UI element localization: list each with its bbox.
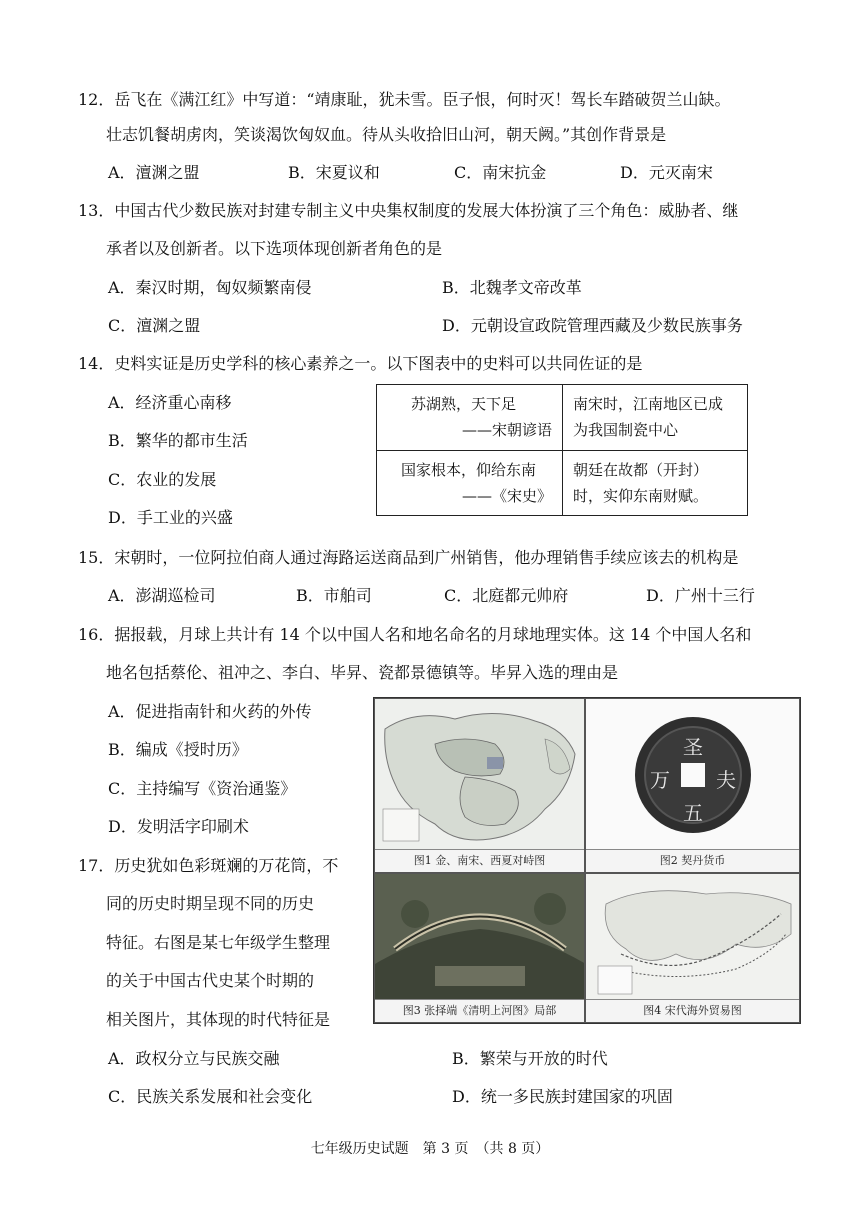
q12-option-a: A．澶渊之盟 bbox=[108, 163, 200, 182]
q15-option-a: A．澎湖巡检司 bbox=[108, 586, 216, 605]
q14-option-c: C．农业的发展 bbox=[108, 470, 217, 489]
q14-option-d: D．手工业的兴盛 bbox=[108, 508, 233, 527]
figure-4-trade-map bbox=[585, 873, 800, 1023]
q17-stem-line5: 相关图片，其体现的时代特征是 bbox=[106, 1010, 331, 1029]
q17-stem-line3: 特征。右图是某七年级学生整理 bbox=[106, 933, 331, 952]
q16-stem-line1: 16．据报载，月球上共计有 14 个以中国人名和地名命名的月球地理实体。这 14 个中国人名和 bbox=[78, 625, 752, 644]
q12-stem-line2: 壮志饥餐胡虏肉，笑谈渴饮匈奴血。待从头收拾旧山河，朝天阙。”其创作背景是 bbox=[106, 125, 667, 144]
figure-3-painting bbox=[374, 873, 585, 1023]
figure-4-caption: 图4 宋代海外贸易图 bbox=[586, 999, 799, 1022]
q17-option-a: A．政权分立与民族交融 bbox=[108, 1049, 280, 1068]
q15-option-c: C．北庭都元帅府 bbox=[444, 586, 569, 605]
source-quote-1: 苏湖熟，天下足 bbox=[411, 395, 517, 414]
source-cell-1 bbox=[377, 385, 563, 451]
q13-option-b: B．北魏孝文帝改革 bbox=[442, 278, 582, 297]
q15-option-b: B．市舶司 bbox=[296, 586, 372, 605]
q14-stem-line1: 14．史料实证是历史学科的核心素养之一。以下图表中的史料可以共同佐证的是 bbox=[78, 354, 643, 373]
source-cite-3: ——《宋史》 bbox=[461, 486, 552, 505]
q15-option-d: D．广州十三行 bbox=[646, 586, 755, 605]
figure-2-caption: 图2 契丹货币 bbox=[586, 849, 799, 872]
q13-option-c: C．澶渊之盟 bbox=[108, 316, 201, 335]
q13-stem-line2: 承者以及创新者。以下选项体现创新者角色的是 bbox=[106, 239, 443, 258]
q13-stem-line1: 13．中国古代少数民族对封建专制主义中央集权制度的发展大体扮演了三个角色：威胁者、继 bbox=[78, 201, 739, 220]
figure-2-coin bbox=[585, 698, 800, 873]
q12-option-d: D．元灭南宋 bbox=[620, 163, 713, 182]
source-cell-3 bbox=[377, 450, 563, 516]
q13-option-d: D．元朝设宣政院管理西藏及少数民族事务 bbox=[442, 316, 743, 335]
source-cell-4: 朝廷在故都（开封）时，实仰东南财赋。 bbox=[563, 450, 748, 516]
q17-stem-line2: 同的历史时期呈现不同的历史 bbox=[106, 894, 315, 913]
source-cite-1: ——宋朝谚语 bbox=[461, 421, 552, 440]
q12-stem-line1: 12．岳飞在《满江红》中写道：“靖康耻，犹未雪。臣子恨，何时灭！驾长车踏破贺兰山缺。 bbox=[78, 90, 731, 109]
q16-option-d: D．发明活字印刷术 bbox=[108, 817, 249, 836]
q15-stem-line1: 15．宋朝时，一位阿拉伯商人通过海路运送商品到广州销售，他办理销售手续应该去的机构是 bbox=[78, 548, 739, 567]
figure-grid bbox=[373, 697, 801, 1024]
q16-option-b: B．编成《授时历》 bbox=[108, 740, 248, 759]
page-footer: 七年级历史试题 第 3 页 （共 8 页） bbox=[310, 1141, 550, 1157]
q14-source-table bbox=[376, 384, 748, 516]
q12-option-b: B．宋夏议和 bbox=[288, 163, 380, 182]
q12-option-c: C．南宋抗金 bbox=[454, 163, 547, 182]
q13-option-a: A．秦汉时期，匈奴频繁南侵 bbox=[108, 278, 312, 297]
q17-stem-line1: 17．历史犹如色彩斑斓的万花筒，不 bbox=[78, 856, 339, 875]
source-cell-2: 南宋时，江南地区已成为我国制瓷中心 bbox=[563, 385, 748, 451]
coin-char-bottom: 五 bbox=[683, 801, 703, 825]
coin-char-left: 万 bbox=[650, 768, 670, 792]
trade-map-illustration bbox=[586, 874, 800, 1002]
q17-option-d: D．统一多民族封建国家的巩固 bbox=[452, 1087, 673, 1106]
coin-illustration bbox=[586, 699, 800, 852]
q16-stem-line2: 地名包括蔡伦、祖冲之、李白、毕昇、瓷都景德镇等。毕昇入选的理由是 bbox=[106, 663, 619, 682]
q14-option-b: B．繁华的都市生活 bbox=[108, 431, 248, 450]
q16-option-c: C．主持编写《资治通鉴》 bbox=[108, 779, 297, 798]
figure-3-caption: 图3 张择端《清明上河图》局部 bbox=[375, 999, 584, 1022]
figure-1-caption: 图1 金、南宋、西夏对峙图 bbox=[375, 849, 584, 872]
map-illustration bbox=[375, 699, 585, 852]
q17-option-c: C．民族关系发展和社会变化 bbox=[108, 1087, 313, 1106]
q14-option-a: A．经济重心南移 bbox=[108, 393, 232, 412]
q17-stem-line4: 的关于中国古代史某个时期的 bbox=[106, 971, 315, 990]
q16-option-a: A．促进指南针和火药的外传 bbox=[108, 702, 312, 721]
source-quote-3: 国家根本，仰给东南 bbox=[401, 460, 537, 479]
coin-char-top: 圣 bbox=[683, 735, 703, 759]
q17-option-b: B．繁荣与开放的时代 bbox=[452, 1049, 608, 1068]
painting-illustration bbox=[375, 874, 585, 1002]
coin-char-right: 夫 bbox=[716, 768, 736, 792]
figure-1-map bbox=[374, 698, 585, 873]
